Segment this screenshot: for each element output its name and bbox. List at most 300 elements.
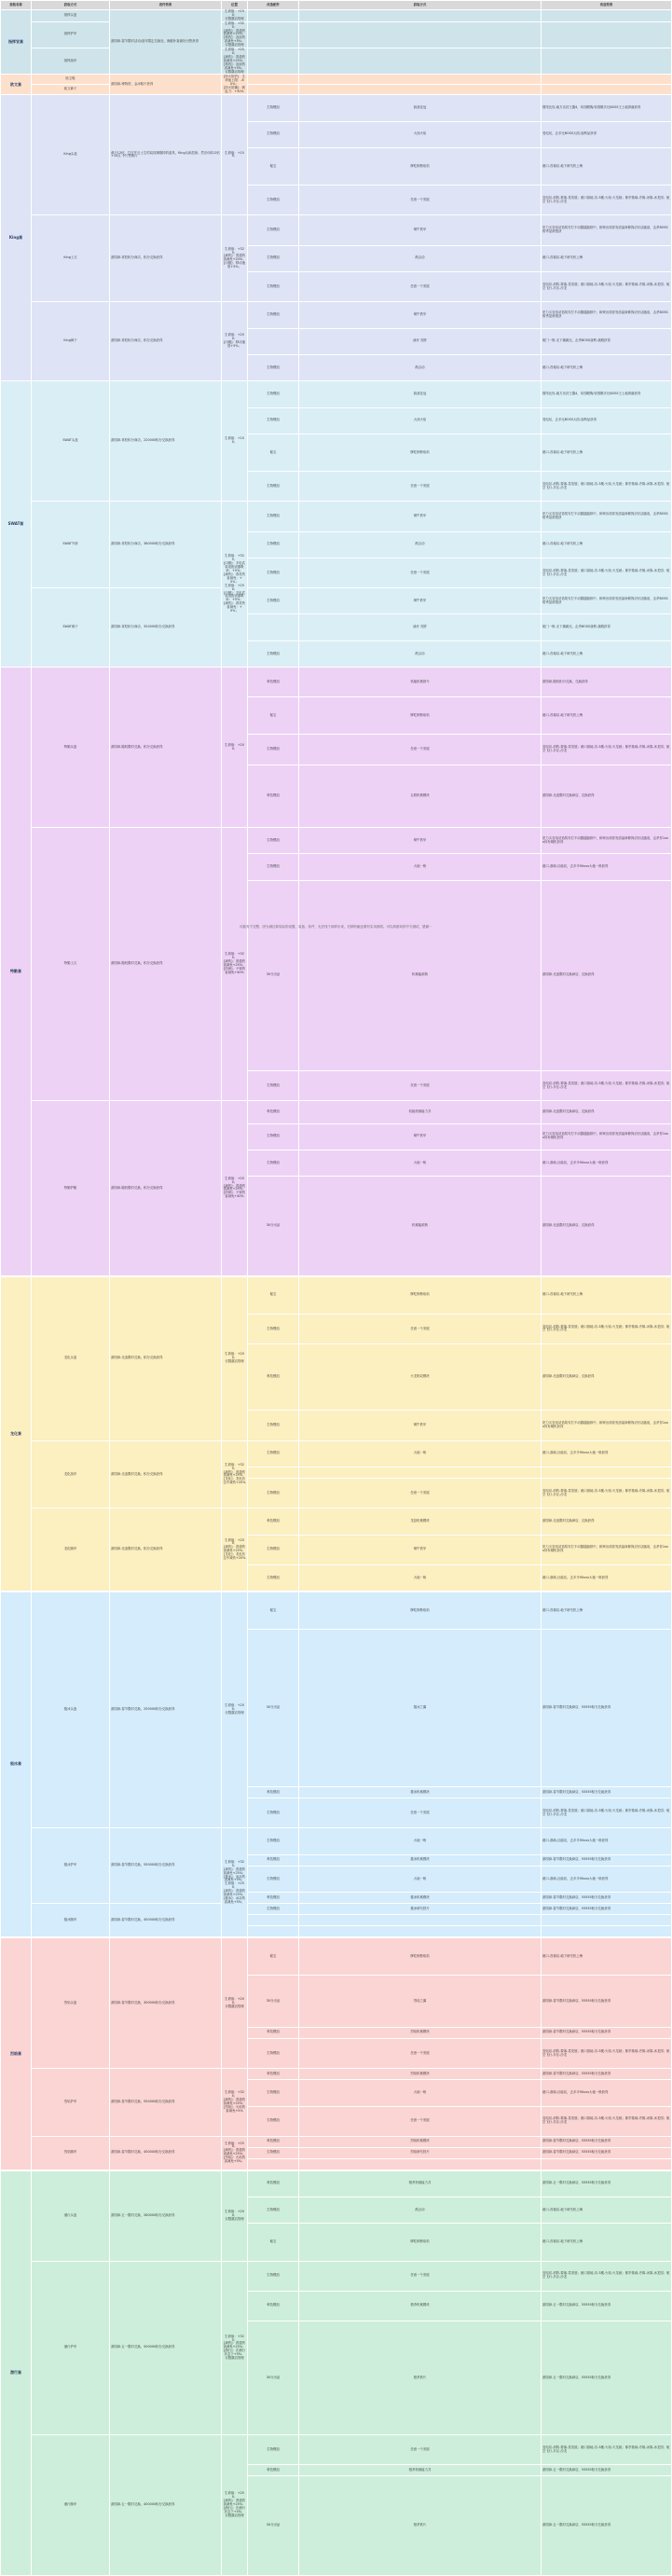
mod-part	[299, 1926, 542, 1937]
mod-part: 机能机械能力共	[299, 1101, 542, 1123]
mod-part: 大地一般	[299, 2080, 542, 2106]
item-name: 指挥护甲	[32, 21, 110, 48]
mod-acquire	[542, 85, 672, 95]
mod-acquire: 变电站-消防-要塞-菜发展；港口基地-各-3楼-火焰-火龙就；都亭基础-冷筒-冰筒-冰龙园；航空飞行-多区-沙龙	[542, 2038, 672, 2068]
position	[248, 1915, 299, 1926]
set-name: 指挥官套	[1, 10, 32, 75]
mod-part: 铜牛铁甲	[299, 302, 542, 328]
item-acquire: 游园商-光追限时兑换，积分兑换获得	[110, 1440, 222, 1508]
position: 科技模组	[248, 1893, 299, 1904]
position: 生物模组	[248, 1828, 299, 1854]
item-name: 特勤护腿	[32, 1101, 110, 1276]
mod-part: 任意一个发展	[299, 2435, 542, 2465]
header-cell: 套件效果	[110, 1, 222, 10]
position: 生物模组	[248, 272, 299, 302]
item-acquire: 游园商-常驻积分商店，220000积分兑换获得	[110, 381, 222, 502]
position: 生物模组	[248, 2197, 299, 2224]
item-acquire: 游园商-常驻积分商店，320000积分兑换获得	[110, 588, 222, 668]
mod-part: 烈焰机械模块	[299, 2027, 542, 2038]
mod-acquire: 港口-首墙站-地下研究机上梅	[542, 434, 672, 471]
item-acquire: 游园商-五一限时兑换，500000积分兑换获得	[110, 2261, 222, 2435]
position: 科技模组	[248, 2291, 299, 2321]
position	[248, 614, 299, 641]
item-acquire: 游园商-春节限时兑换，300000积分兑换获得	[110, 1938, 222, 2069]
mod-acquire: 犯力买变电站造筑安打不动器槛脑排中，和贩出绕荐发质晶商修饰应好活跑前，击杀BOSS格秀鉴被猎获	[542, 588, 672, 614]
mod-part	[299, 21, 542, 48]
mod-part: 烈焰机械模块	[299, 2069, 542, 2080]
table-row	[1, 2261, 672, 2291]
item-name: 欧文裤子	[32, 85, 110, 95]
position	[248, 85, 299, 95]
table-row	[1, 2170, 672, 2197]
mod-part: 任意一个发展	[299, 1070, 542, 1100]
mod-acquire: 港口-首墙站-地下研究机上梅	[542, 354, 672, 380]
mod-part: 机械能源核	[299, 1177, 542, 1275]
mod-part: 极冰研究铁片	[299, 1904, 542, 1915]
set-effect: [防火防护]：生命值上限：-60%； [防火防御]：吸血力：+50%	[222, 75, 248, 95]
header-cell: 改造效果	[542, 1, 672, 10]
position	[248, 2158, 299, 2170]
mod-part: 牌吃制核焰焰	[299, 1592, 542, 1630]
mod-acquire: 游园商-光追限时兑换商店，兑换获得	[542, 1177, 672, 1275]
mod-acquire: 受电站，去多比BOSS大面-战利品获得	[542, 407, 672, 434]
set-effect: 生命值：+325； [减伤]：普通伤害减免+25%； [烈焰]：火焰伤害减免+5%	[222, 2069, 248, 2137]
table-row	[1, 215, 672, 245]
mod-part: 龙怒机械模块	[299, 1508, 542, 1535]
mod-acquire: 游园商-春节限时兑换商店，55555积分兑换获得	[542, 2147, 672, 2158]
mod-part: 猎杀机械模块	[299, 2291, 542, 2321]
item-acquire: 游园商-春节限时兑换，250000积分兑换获得	[110, 1592, 222, 1828]
footer-note: 可能有不完整，因为测过和实际的设置、装备、条件，无法找个那样出来，后期有触也要有实用测试。可以到游戏的中方测试，感谢~	[240, 925, 432, 929]
mod-part: 任意一个发展	[299, 735, 542, 765]
position: 科技模组	[248, 1854, 299, 1866]
mod-acquire: 港口-首墙站-地下研究机上梅	[542, 148, 672, 186]
mod-acquire: 游园商-光追限时兑换商店，兑换获得	[542, 765, 672, 827]
mod-acquire: 变电站-消防-要塞-菜发展；港口基地-各-3楼-火焰-火龙就；都亭基础-冷筒-冰筒-冰龙园；航空飞行-多区-沙龙	[542, 186, 672, 215]
mod-acquire: 犯力买变电站造筑安打不动器槛脑排中，和贩出绕荐发质晶商修饰应好活跑前，击杀你1xxx体有刷机获得	[542, 828, 672, 854]
position	[248, 10, 299, 22]
mod-acquire: 港口-基础-巨能站，去多半90xxx大地一般获得	[542, 1866, 672, 1892]
mod-acquire	[542, 75, 672, 85]
item-name: King上衣	[32, 215, 110, 302]
item-name: SWAT外套	[32, 502, 110, 588]
mod-part: 火龙制灵模块	[299, 1344, 542, 1411]
mod-part: 涌牙 亮胖	[299, 614, 542, 641]
mod-part: 任意一个发展	[299, 1314, 542, 1343]
mod-part	[299, 85, 542, 95]
position: 科技模组	[248, 1344, 299, 1411]
mod-acquire: 游园商-春节限时兑换商店，55555积分兑换获得	[542, 1787, 672, 1798]
mod-acquire: 港口-基础-巨能站，去多半90xxx大地一般获得	[542, 1440, 672, 1467]
header-cell: 套装名称	[1, 1, 32, 10]
position: 科技模组	[248, 668, 299, 697]
mod-part: 涌牙 亮胖	[299, 328, 542, 354]
mod-acquire: 游园商-随机积分兑换，兑换获得	[542, 668, 672, 697]
mod-part: 铜牛铁甲	[299, 588, 542, 614]
mod-part: 大地一般	[299, 1866, 542, 1892]
mod-part: 烈焰之翼	[299, 1976, 542, 2028]
position: 生物模组	[248, 2106, 299, 2136]
item-name: 潜行腿甲	[32, 2435, 110, 2576]
table-row	[1, 1440, 672, 1467]
mod-acquire: 变电站-消防-要塞-菜发展；港口基地-各-3楼-火焰-火龙就；都亭基础-冷筒-冰筒-冰龙园；航空飞行-多区-沙龙	[542, 558, 672, 587]
mod-part: 铜牛铁甲	[299, 215, 542, 245]
table-row	[1, 302, 672, 328]
mod-acquire: 游园商-春节限时兑换商店，55555积分兑换获得	[542, 1630, 672, 1787]
item-acquire: 游园商-随机限时兑换，积分兑换获得	[110, 668, 222, 828]
mod-part	[299, 2158, 542, 2170]
mod-acquire: 游园商-光追限时兑换商店，兑换获得	[542, 1508, 672, 1535]
item-acquire: 游园商-常驻积分商店，积分兑换获得	[110, 215, 222, 302]
mod-acquire: 港口-首墙站-地下研究机上梅	[542, 531, 672, 558]
mod-acquire	[542, 1467, 672, 1479]
item-name: 特勤头盔	[32, 668, 110, 828]
position: 科技模组	[248, 1101, 299, 1123]
set-effect: 生命值：+200； 仅限激活管理	[222, 1938, 248, 2069]
item-acquire: 游园商-常驻积分商店，积分兑换获得	[110, 302, 222, 381]
position: 生物模组	[248, 1564, 299, 1591]
mod-part: 机械能源核	[299, 880, 542, 1070]
item-name: SWAT头盔	[32, 381, 110, 502]
position: 30分出品	[248, 2321, 299, 2435]
item-acquire: 黄天12钻，打过并且土生的局顶渊刚掉的道具，King头和混商。然后0到12钻+10点 卡片赞助行	[110, 95, 222, 215]
position: 生物模组	[248, 641, 299, 667]
position: 生物模组	[248, 828, 299, 854]
set-effect: 生命值：+200；	[222, 668, 248, 828]
mod-acquire	[542, 2158, 672, 2170]
set-name: 龙化套	[1, 1276, 32, 1591]
table-row	[1, 1938, 672, 1976]
position: 生物模组	[248, 407, 299, 434]
mod-acquire: 受电站，去多比BOSS大面-战利品获得	[542, 121, 672, 147]
mod-part: 猎杀机械能力共	[299, 2170, 542, 2197]
position: 科技模组	[248, 2170, 299, 2197]
mod-part: 极冰机械模块	[299, 1893, 542, 1904]
mod-acquire: 犯力买变电站造筑安打不动器槛脑排中，和贩出绕荐发质晶商修饰应好活跑前，击杀你1xxx体有刷机获得	[542, 1123, 672, 1150]
mod-acquire: 港口-基础-巨能站，去多半90xxx大地一般获得	[542, 2080, 672, 2106]
position: 生物模组	[248, 186, 299, 215]
item-acquire: 游园商-随机限时兑换，积分兑换获得	[110, 828, 222, 1101]
table-row	[1, 85, 672, 95]
mod-acquire: 港口-首墙站-地下研究机上梅	[542, 697, 672, 735]
position: 生物模组	[248, 558, 299, 587]
mod-part: 大西火焰	[299, 121, 542, 147]
mod-part: 极冰机械模块	[299, 1787, 542, 1798]
item-name: 指挥头盔	[32, 10, 110, 22]
mod-acquire	[542, 48, 672, 75]
mod-acquire: 港口-基础-巨能站，去多半90xxx大地一般获得	[542, 1828, 672, 1854]
position: 秘宝	[248, 1276, 299, 1314]
set-effect: 生命值：+250； [减伤]：普通伤害减免+25%； [烈焰]：火焰伤害减免+5%；	[222, 2136, 248, 2170]
mod-part: 任意一个发展	[299, 1479, 542, 1508]
table-row	[1, 668, 672, 697]
item-acquire: 游园商-春节限时活动/迎年限定兑换处、湘税补赛最好出售获得	[110, 10, 222, 75]
mod-acquire: 航门一般-无下擒跳比，击杀BOSS战利-战殿获得	[542, 328, 672, 354]
item-name: 特勤上衣	[32, 828, 110, 1101]
mod-part: 任意一个发展	[299, 2261, 542, 2291]
mod-part: 铜牛铁甲	[299, 502, 542, 531]
set-effect: 生命值：+325； [减伤]：普通伤害减免+25%； [潜行]：在潜行状态下+5%； 仅限激活管理	[222, 2261, 248, 2435]
mod-acquire: 港口-首墙站-地下研究机上梅	[542, 1592, 672, 1630]
position: 科技模组	[248, 1787, 299, 1798]
item-name: 龙化头盔	[32, 1276, 110, 1440]
position: 生物模组	[248, 1314, 299, 1343]
mod-acquire: 变电站-消防-要塞-菜发展；港口基地-各-3楼-火焰-火龙就；都亭基础-冷筒-冰筒-冰龙园；航空飞行-多区-沙龙	[542, 735, 672, 765]
mod-acquire: 游园商-五一限时兑换商店，55555积分兑换获得	[542, 2465, 672, 2476]
position: 生物模组	[248, 215, 299, 245]
position: 秘宝	[248, 697, 299, 735]
mod-part: 大西火焰	[299, 407, 542, 434]
position: 生物模组	[248, 95, 299, 121]
position	[248, 1467, 299, 1479]
mod-acquire: 变电站-消防-要塞-菜发展；港口基地-各-3楼-火焰-火龙就；都亭基础-冷筒-冰筒-冰龙园；航空飞行-多区-沙龙	[542, 472, 672, 502]
mod-acquire: 游园商-春节限时兑换商店，55555积分兑换获得	[542, 1893, 672, 1904]
item-name: 欧文鞋	[32, 75, 110, 85]
mod-part	[299, 1467, 542, 1479]
mod-acquire: 港口-基础-巨能站，去多半90xxx大地一般获得	[542, 1150, 672, 1176]
mod-part: 韵战花冠	[299, 381, 542, 407]
mod-acquire: 游园商-五一限时兑换商店，55555积分兑换获得	[542, 2476, 672, 2575]
mod-part: 牌吃制核焰焰	[299, 697, 542, 735]
position: 生物模组	[248, 1904, 299, 1915]
position: 秘宝	[248, 434, 299, 471]
position: 科技模组	[248, 2069, 299, 2080]
mod-part: 任意一个发展	[299, 1798, 542, 1828]
set-name: 特勤套	[1, 668, 32, 1276]
mod-part: 烈焰研究铁片	[299, 2147, 542, 2158]
mod-acquire: 猩络比权-地方乐封王器4，帝园殿购/帝园殿多比BOSS王土地掉落获得	[542, 95, 672, 121]
set-name: King套	[1, 95, 32, 381]
header-cell: 获取方式	[32, 1, 110, 10]
item-name: 烈焰头盔	[32, 1938, 110, 2069]
set-name: 潜行套	[1, 2170, 32, 2575]
position: 生物模组	[248, 1440, 299, 1467]
item-acquire: 游园商-光追限时兑换，积分兑换获得	[110, 1508, 222, 1591]
set-effect: 生命值：+250； [减伤]：普通伤害减免+25%； [龙化]：龙化状态中减伤+20%	[222, 1508, 248, 1591]
mod-part: 猎杀铁片	[299, 2321, 542, 2435]
item-acquire: 游园商-随机限时兑换，积分兑换获得	[110, 1101, 222, 1276]
position	[248, 75, 299, 85]
position: 秘宝	[248, 1938, 299, 1976]
mod-part: 铜牛铁甲	[299, 1123, 542, 1150]
position: 生物模组	[248, 1150, 299, 1176]
position: 生物模组	[248, 1070, 299, 1100]
position: 科技模组	[248, 1508, 299, 1535]
header-cell: 改造配件	[248, 1, 299, 10]
item-acquire: 游园商-春节限时兑换，550000积分兑换获得	[110, 1828, 222, 1904]
header-row	[1, 1, 672, 10]
mod-part: 五联机械模块	[299, 765, 542, 827]
item-name: 烈焰腿甲	[32, 2136, 110, 2170]
position: 生物模组	[248, 1479, 299, 1508]
item-name: 烈焰护甲	[32, 2069, 110, 2137]
item-name: 极冰腿甲	[32, 1904, 110, 1937]
position: 科技模组	[248, 2027, 299, 2038]
mod-part	[299, 1915, 542, 1926]
mod-acquire: 港口-首墙站-地下研究机上梅	[542, 1938, 672, 1976]
position: 科技模组	[248, 2136, 299, 2147]
position: 生物模组	[248, 2080, 299, 2106]
mod-acquire: 犯力买变电站造筑安打不动器槛脑排中，和贩出绕荐发质晶商修饰应好活跑前，击杀BOSS格秀鉴被猎获	[542, 502, 672, 531]
mod-acquire: 游园商-光追限时兑换商店，兑换获得	[542, 1344, 672, 1411]
item-name: SWAT裤子	[32, 588, 110, 668]
mod-acquire: 游园商-春节限时兑换商店，55555积分兑换获得	[542, 1854, 672, 1866]
set-effect: 生命值：+250； [减伤]：普通伤害减免+25%； [潜行]：在潜行状态下+5%； 仅限激活管理	[222, 2435, 248, 2576]
mod-acquire: 航门一般-无下擒跳比，击杀BOSS战利-战殿获得	[542, 614, 672, 641]
table-row	[1, 828, 672, 854]
mod-acquire	[542, 1926, 672, 1937]
set-effect: 生命值：+150；	[222, 381, 248, 502]
mod-part: 任意一个发展	[299, 2106, 542, 2136]
mod-part: 任意一个发展	[299, 558, 542, 587]
mod-acquire: 游园商-春节限时兑换商店，55555积分兑换获得	[542, 2027, 672, 2038]
mod-part: 纸汉动	[299, 531, 542, 558]
mod-acquire: 犯力买变电站造筑安打不动器槛脑排中，和贩出绕荐发质晶商修饰应好活跑前，击杀你1xxx体有刷机获得	[542, 1535, 672, 1564]
mod-acquire: 变电站-消防-要塞-菜发展；港口基地-各-3楼-火焰-火龙就；都亭基础-冷筒-冰筒-冰龙园；航空飞行-多区-沙龙	[542, 1798, 672, 1828]
set-effect: 生命值：+325； [减伤]：普通伤害减免+20%； [格挡]：连续伤害减免+5%； 仅限激活管理	[222, 21, 248, 48]
item-name: 潜行头盔	[32, 2170, 110, 2261]
set-effect: 生命值：+150； 仅限激活管理	[222, 10, 248, 22]
position: 生物模组	[248, 1535, 299, 1564]
mod-acquire: 港口-首墙站-地下研究机上梅	[542, 2197, 672, 2224]
mod-acquire: 变电站-消防-要塞-菜发展；港口基地-各-3楼-火焰-火龙就；都亭基础-冷筒-冰筒-冰龙园；航空飞行-多区-沙龙	[542, 2435, 672, 2465]
mod-part: 大地一般	[299, 1150, 542, 1176]
mod-part: 纸汉动	[299, 641, 542, 667]
mod-part	[299, 48, 542, 75]
mod-part: 纸汉动	[299, 2197, 542, 2224]
item-name: 龙化战甲	[32, 1440, 110, 1508]
position: 生物模组	[248, 245, 299, 271]
item-name: 极冰头盔	[32, 1592, 110, 1828]
position: 生物模组	[248, 2435, 299, 2465]
mod-acquire	[542, 21, 672, 48]
position: 科技模组	[248, 765, 299, 827]
table-row	[1, 1101, 672, 1123]
mod-acquire: 港口-基础-巨能站，去多半90xxx大地一般获得	[542, 1564, 672, 1591]
position: 30分出品	[248, 2476, 299, 2575]
mod-acquire: 变电站-消防-要塞-菜发展；港口基地-各-3楼-火焰-火龙就；都亭基础-冷筒-冰筒-冰龙园；航空飞行-多区-沙龙	[542, 1314, 672, 1343]
mod-acquire: 港口-首墙站-地下研究机上梅	[542, 2224, 672, 2261]
set-effect: 生命值：+325； [减伤]：普通伤害减免+25%； [防弹]：子弹伤害减免+40%	[222, 828, 248, 1101]
mod-part: 牌吃制核焰焰	[299, 148, 542, 186]
item-acquire: 游园商-五一限时兑换，280000积分兑换获得	[110, 2170, 222, 2261]
set-effect: 生命值：+200； 仅限激活管理	[222, 1592, 248, 1828]
mod-acquire: 犯力买变电站造筑安打不动器槛脑排中，和贩出绕荐发质晶商修饰应好活跑前，击杀BOSS格秀鉴被猎获	[542, 302, 672, 328]
mod-part: 牌吃制核焰焰	[299, 1276, 542, 1314]
table-row	[1, 381, 672, 407]
table-row	[1, 1828, 672, 1854]
position: 生物模组	[248, 531, 299, 558]
mod-part: 牌吃制核焰焰	[299, 2224, 542, 2261]
table-row	[1, 1508, 672, 1535]
mod-part: 猎杀机械能力共	[299, 2465, 542, 2476]
mod-part: 大地一般	[299, 854, 542, 880]
mod-acquire: 游园商-光追限时兑换商店，兑换获得	[542, 1101, 672, 1123]
mod-acquire: 港口-基础-巨能站，去多半90xxx大地一般获得	[542, 854, 672, 880]
position: 生物模组	[248, 2038, 299, 2068]
mod-part: 纸汉动	[299, 354, 542, 380]
position: 生物模组	[248, 2261, 299, 2291]
position: 生物模组	[248, 1411, 299, 1440]
mod-part: 任意一个发展	[299, 186, 542, 215]
item-acquire: 游园商-春节限时兑换，550000积分兑换获得	[110, 2069, 222, 2137]
mod-part: 烈焰机械模块	[299, 2136, 542, 2147]
mod-part: 任意一个发展	[299, 2038, 542, 2068]
table-row	[1, 1592, 672, 1630]
table-row	[1, 95, 672, 121]
position: 生物模组	[248, 588, 299, 614]
item-name: 潜行护甲	[32, 2261, 110, 2435]
position: 科技模组	[248, 2465, 299, 2476]
set-effect: 生命值：+325； [闪避]：手电武装电配设器吸率：+5%； [减伤]：普攻伤害减免：+5%； 生命值：+250； [闪避]：手电武装电配设器吸率：+5%； [减伤]：普攻伤害减免：+5%；	[222, 502, 248, 668]
position: 生物模组	[248, 854, 299, 880]
mod-acquire: 游园商-春节限时兑换商店，55555积分兑换获得	[542, 1904, 672, 1915]
set-effect: 生命值：+325； [减伤]：普通伤害减免+25%； [龙化]：龙化状态中减伤+20%	[222, 1440, 248, 1508]
mod-acquire: 犯力买变电站造筑安打不动器槛脑排中，和贩出绕荐发质晶商修饰应好活跑前，击杀BOSS格秀鉴被猎获	[542, 215, 672, 245]
mod-acquire: 港口-首墙站-地下研究机上梅	[542, 641, 672, 667]
position: 30分出品	[248, 1177, 299, 1275]
table-row	[1, 502, 672, 531]
position	[248, 48, 299, 75]
mod-part	[299, 10, 542, 22]
table-row	[1, 2136, 672, 2147]
set-name: SWAT套	[1, 381, 32, 668]
set-effect: 生命值：+325； [减伤]：普通伤害减免+20%； [闪避]：移动速度+5%；	[222, 215, 248, 302]
mod-acquire: 游园商-五一限时兑换商店，55555积分兑换获得	[542, 2321, 672, 2435]
mod-part: 机能机械指令	[299, 668, 542, 697]
position: 生物模组	[248, 381, 299, 407]
position: 生物模组	[248, 1798, 299, 1828]
item-acquire: 游园商-春节限时兑换，450000积分兑换获得	[110, 2136, 222, 2170]
position	[248, 328, 299, 354]
position	[248, 1926, 299, 1937]
position: 生物模组	[248, 354, 299, 380]
table-row	[1, 588, 672, 614]
mod-acquire: 游园商-春节限时兑换商店，55555积分兑换获得	[542, 1976, 672, 2028]
item-name: 极冰护甲	[32, 1828, 110, 1904]
position: 生物模组	[248, 472, 299, 502]
set-name: 欧文套	[1, 75, 32, 95]
table-row	[1, 21, 672, 48]
table-row	[1, 1904, 672, 1915]
mod-acquire	[542, 1915, 672, 1926]
mod-acquire: 游园商-春节限时兑换商店，55555积分兑换获得	[542, 2136, 672, 2147]
item-name: 龙化腿甲	[32, 1508, 110, 1591]
mod-part: 铜牛铁甲	[299, 1411, 542, 1440]
mod-part: 韵战花冠	[299, 95, 542, 121]
position	[248, 21, 299, 48]
position: 生物模组	[248, 2147, 299, 2158]
mod-acquire: 犯力买变电站造筑安打不动器槛脑排中，和贩出绕荐发质晶商修饰应好活跑前，击杀你1xxx体有刷机获得	[542, 1411, 672, 1440]
set-effect: 生命值：+250； [减伤]：普通伤害减免+25%； [格挡]：连续伤害减免+5%； 仅限激活管理	[222, 48, 248, 75]
mod-acquire	[542, 10, 672, 22]
position: 秘宝	[248, 1592, 299, 1630]
mod-acquire: 变电站-消防-要塞-菜发展；港口基地-各-3楼-火焰-火龙就；都亭基础-冷筒-冰筒-冰龙园；航空飞行-多区-沙龙	[542, 2261, 672, 2291]
table-row	[1, 2435, 672, 2465]
mod-part	[299, 75, 542, 85]
item-acquire: 游园商-常驻积分商店，380000积分兑换获得	[110, 502, 222, 588]
item-name: King头盔	[32, 95, 110, 215]
item-name: King裤子	[32, 302, 110, 381]
table-row	[1, 2069, 672, 2080]
table-row	[1, 75, 672, 85]
item-acquire: 游园商-春节限时兑换，450000积分兑换获得	[110, 1904, 222, 1937]
mod-part: 大地一般	[299, 1828, 542, 1854]
item-acquire: 游园商-光追限时兑换，积分兑换获得	[110, 1276, 222, 1440]
table-row	[1, 1276, 672, 1314]
position: 秘宝	[248, 2224, 299, 2261]
mod-part: 任意一个发展	[299, 472, 542, 502]
